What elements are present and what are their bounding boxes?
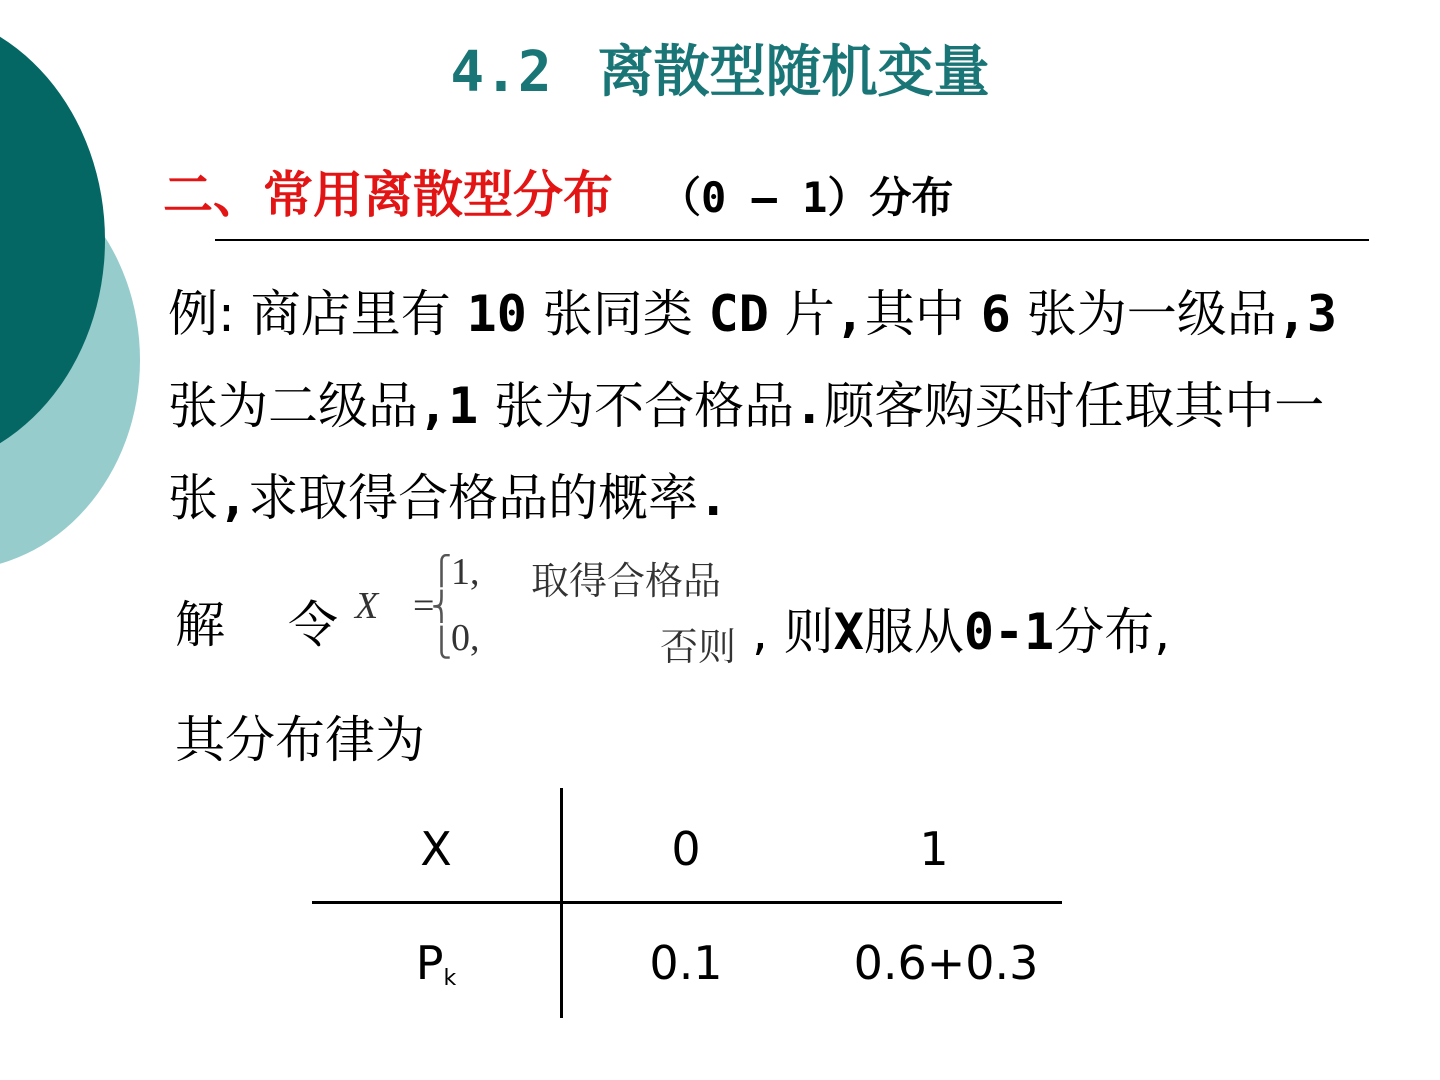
heading-divider (215, 239, 1369, 241)
table-header-0: 0 (671, 822, 701, 876)
formula-equals: = (413, 585, 435, 627)
conclusion-mid: 服从 (863, 603, 964, 661)
example-paragraph: 例: 商店里有 10 张同类 CD 片,其中 6 张为一级品,3 张为二级品,1 张为不合格品.顾客购买时任取其中一张,求取得合格品的概率. (168, 285, 1338, 527)
section-heading: 二、常用离散型分布 (163, 166, 613, 224)
conclusion-pre: , 则 (752, 603, 834, 661)
row-label-subscript: k (443, 966, 457, 991)
distribution-law-label: 其分布律为 (175, 711, 425, 769)
section-heading-row (163, 155, 953, 227)
formula-variable: X (355, 585, 379, 627)
solution-conclusion (752, 592, 1170, 664)
title-number: 4.2 (450, 40, 552, 105)
table-horizontal-line (312, 901, 1062, 904)
table-header-x: X (420, 822, 452, 876)
row-label-p: P (415, 936, 444, 990)
case1-text: 取得合格品 (531, 561, 722, 603)
slide-title (0, 28, 1440, 108)
table-value-0: 0.1 (649, 936, 723, 990)
brace-icon: ⎧ ⎨ ⎩ (431, 556, 452, 659)
case2-value: 0, (451, 617, 480, 659)
title-text: 离散型随机变量 (597, 40, 990, 105)
conclusion-post: 分布, (1054, 603, 1171, 661)
solution-let: 令 (288, 596, 338, 654)
distribution-name: （0 – 1）分布 (659, 173, 954, 222)
table-row-label (336, 936, 536, 991)
case1-value: 1, (451, 551, 480, 593)
table-header-1: 1 (919, 822, 949, 876)
conclusion-variable: X (833, 603, 864, 661)
table-value-1: 0.6+0.3 (853, 936, 1039, 990)
solution-label: 解 (175, 596, 225, 654)
conclusion-distribution: 0-1 (963, 603, 1055, 661)
case2-text: 否则 (660, 627, 737, 669)
